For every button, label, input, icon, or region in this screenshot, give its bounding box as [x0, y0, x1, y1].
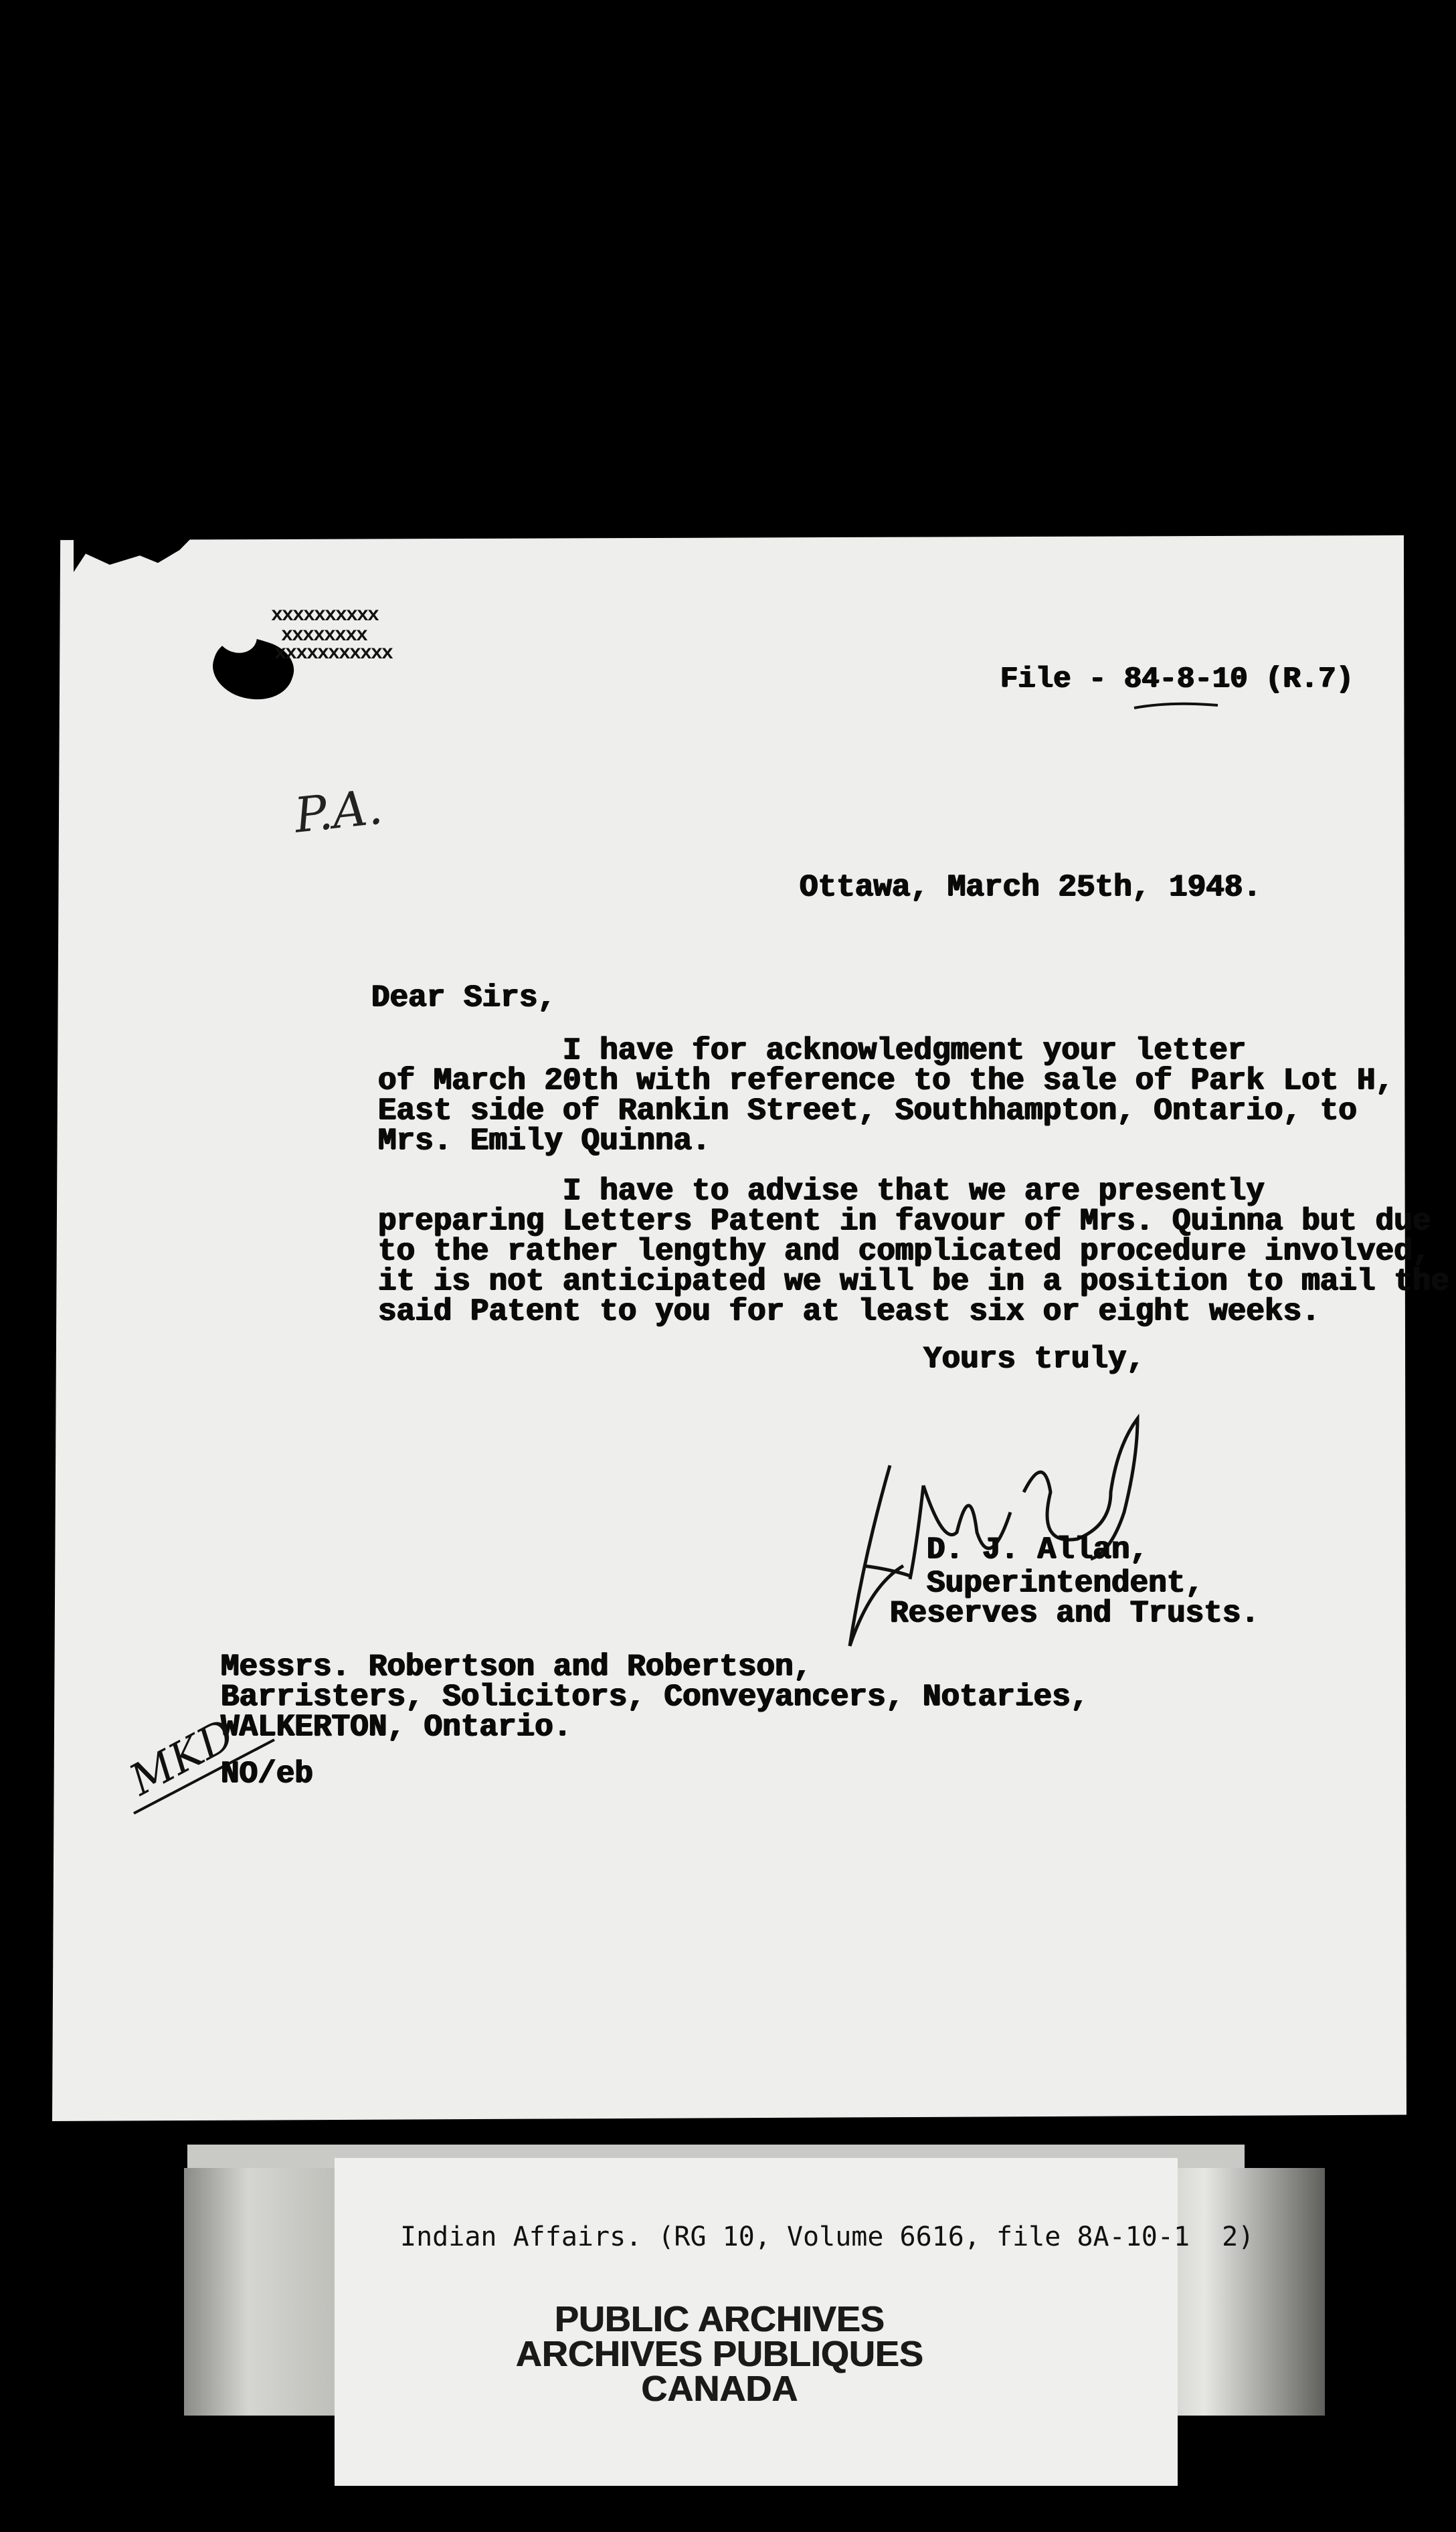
struck-line-2: xxxxxxxx: [281, 624, 367, 647]
signer-title-2: Reserves and Trusts.: [890, 1596, 1260, 1631]
archive-line-3: CANADA: [641, 2369, 798, 2409]
label-edge-left: [184, 2168, 345, 2416]
archive-reference: Indian Affairs. (RG 10, Volume 6616, file 8A-10-1 2): [400, 2222, 1255, 2252]
signer-title-1: Superintendent,: [927, 1566, 1204, 1601]
struck-line-1: xxxxxxxxxx: [271, 604, 379, 627]
archive-stamp: [401, 2299, 1037, 2409]
paragraph-1: I have for acknowledgment your letter of March 20th with reference to the sale of Park Lot H, East side of Rankin Street, Southhampton, Ontario, to Mrs. Emily Quinna.: [378, 1033, 1394, 1158]
closing: Yours truly,: [923, 1342, 1146, 1376]
archive-line-1: PUBLIC ARCHIVES: [554, 2299, 885, 2339]
addressee-line-1: Messrs. Robertson and Robertson,: [221, 1649, 812, 1684]
struck-line-3: xxxxxxxxxxx: [274, 642, 393, 665]
addressee-line-2: Barristers, Solicitors, Conveyancers, Notaries,: [221, 1680, 1089, 1714]
signer-name: D. J. Allan,: [927, 1532, 1149, 1567]
margin-initials: MKD: [122, 1710, 243, 1806]
typist-reference: NO/eb: [221, 1756, 314, 1791]
handwritten-initials: P.A.: [291, 778, 385, 844]
paragraph-2: I have to advise that we are presently preparing Letters Patent in favour of Mrs. Quinna but due to the rather lengthy and complicated procedure involved, it is not anticipated we will be in a position to mail the said Patent to you for at least six or eight weeks.: [378, 1174, 1450, 1329]
file-underline: [1131, 696, 1224, 716]
salutation: Dear Sirs,: [371, 980, 557, 1015]
archive-line-2: ARCHIVES PUBLIQUES: [515, 2334, 923, 2374]
date-line: Ottawa, March 25th, 1948.: [800, 870, 1262, 905]
file-reference: File - 84-8-10 (R.7): [1000, 662, 1354, 696]
addressee-line-3: WALKERTON, Ontario.: [221, 1710, 572, 1744]
